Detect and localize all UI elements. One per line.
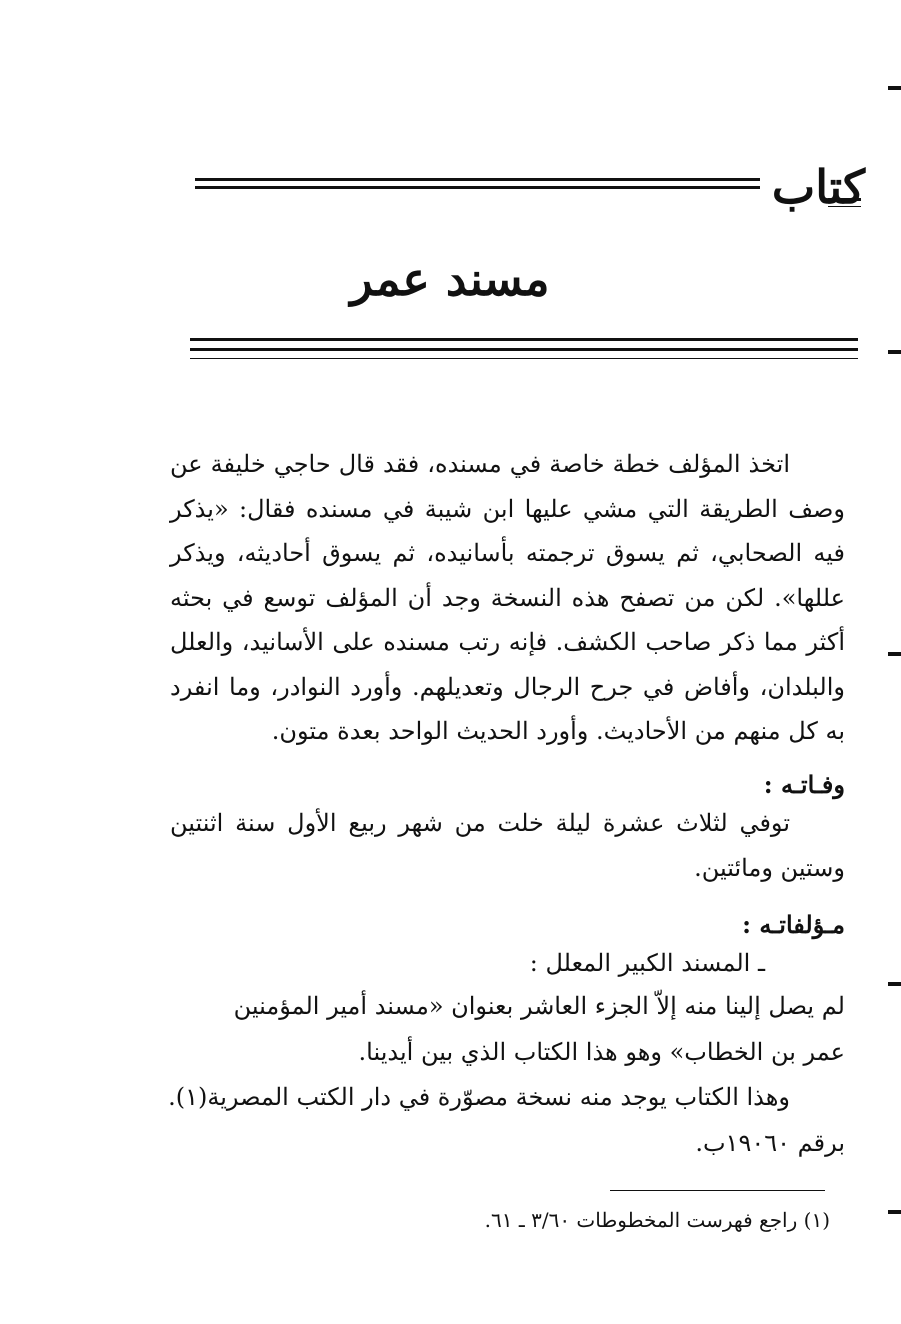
edge-mark-3 — [888, 652, 901, 656]
death-text: توفي لثلاث عشرة ليلة خلت من شهر ربيع الأول سنة اثنتين وستين ومائتين. — [170, 809, 845, 882]
footnote-separator — [610, 1190, 825, 1191]
works-heading: مـؤلفاتـه : — [742, 910, 845, 939]
book-label: كتاب — [771, 160, 865, 214]
work-line-1: لم يصل إلينا منه إلاّ الجزء العاشر بعنوان «مسند أمير المؤمنين — [233, 992, 845, 1020]
header-rule-top-1 — [195, 178, 760, 181]
work-line-2: عمر بن الخطاب» وهو هذا الكتاب الذي بين أيدينا. — [358, 1038, 845, 1066]
edge-mark-2 — [888, 350, 901, 354]
edge-mark-1 — [888, 86, 901, 90]
edge-mark-5 — [888, 1210, 901, 1214]
header-rule-top-2 — [195, 186, 760, 189]
title-rule-bottom-2 — [190, 348, 858, 351]
title-rule-bottom-1 — [190, 338, 858, 341]
work-line-3: وهذا الكتاب يوجد منه نسخة مصوّرة في دار الكتب المصرية(١). — [168, 1083, 790, 1111]
title-rule-bottom-3 — [190, 358, 858, 359]
work-item: ـ المسند الكبير المعلل : — [529, 949, 765, 977]
intro-paragraph: اتخذ المؤلف خطة خاصة في مسنده، فقد قال حاجي خليفة عن وصف الطريقة التي مشي عليها ابن شيبة في مسنده فقال: «يذكر فيه الصحابي، ثم يسوق ترجمته بأسانيده، ثم يسوق أحاديثه، ويذكر عللها». لكن من تصفح هذه النسخة وجد أن المؤلف توسع في بحثه أكثر مما ذكر صاحب الكشف. فإنه رتب مسنده على الأسانيد، والعلل والبلدان، وأفاض في جرح الرجال وتعديلهم. وأورد النوادر، وما انفرد به كل منهم من الأحاديث. وأورد الحديث الواحد بعدة متون. — [170, 450, 845, 745]
edge-mark-4 — [888, 982, 901, 986]
footnote: (١) راجع فهرست المخطوطات ٣/٦٠ ـ ٦١. — [484, 1208, 830, 1232]
work-line-4: برقم ١٩٠٦٠ب. — [695, 1129, 845, 1157]
death-heading: وفـاتـه : — [763, 770, 845, 799]
page-title: مسند عمر — [350, 252, 550, 306]
